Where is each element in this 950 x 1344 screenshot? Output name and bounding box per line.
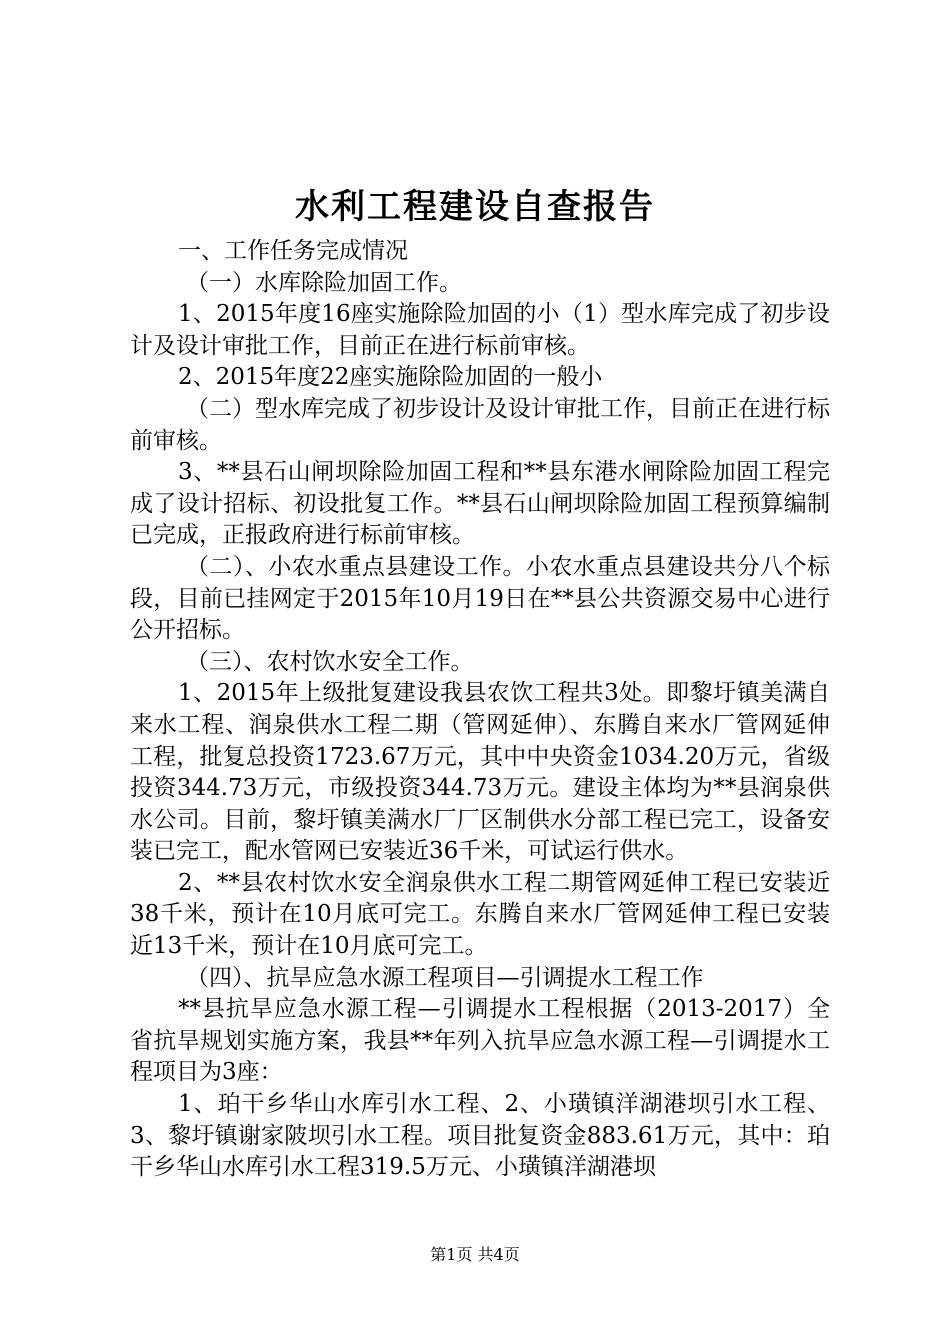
paragraph: 2、**县农村饮水安全润泉供水工程二期管网延伸工程已安装近38千米，预计在10月底可完工。东腾自来水厂管网延伸工程已安装近13千米，预计在10月底可完工。 <box>130 869 830 960</box>
paragraph: **县抗旱应急水源工程—引调提水工程根据（2013-2017）全省抗旱规划实施方案，我县**年列入抗旱应急水源工程—引调提水工程项目为3座： <box>130 996 830 1086</box>
subsection-heading: （四）、抗旱应急水源工程项目—引调提水工程工作 <box>186 964 704 991</box>
paragraph: 1、2015年度16座实施除险加固的小（1）型水库完成了初步设计及设计审批工作，目前正在进行标前审核。 <box>130 301 830 359</box>
paragraph: （二）型水库完成了初步设计及设计审批工作，目前正在进行标前审核。 <box>130 395 830 454</box>
subsection-heading: （三）、农村饮水安全工作。 <box>186 648 474 675</box>
subsection-heading: （二）、小农水重点县建设工作。小农水重点县建设共分八个标段，目前已挂网定于2015年10月19日在**县公共资源交易中心进行公开招标。 <box>130 553 830 644</box>
page-footer: 第1页 共4页 <box>430 1245 520 1264</box>
paragraph: 2、2015年度22座实施除险加固的一般小 <box>178 364 603 391</box>
paragraph: 1、2015年上级批复建设我县农饮工程共3处。即黎圩镇美满自来水工程、润泉供水工程二期（管网延伸）、东腾自来水厂管网延伸工程，批复总投资1723.67万元，其中中央资金1034.20万元，省级投资344.73万元，市级投资344.73万元。建设主体均为**县润泉供水公司。目前，黎圩镇美满水厂厂区制供水分部工程已完工，设备安装已完工，配水管网已安装近36千米，可试运行供水。 <box>130 680 830 865</box>
document-title: 水利工程建设自查报告 <box>295 187 655 227</box>
paragraph: 1、珀干乡华山水库引水工程、2、小璜镇洋湖港坝引水工程、3、黎圩镇谢家陂坝引水工程。项目批复资金883.61万元，其中：珀干乡华山水库引水工程319.5万元、小璜镇洋湖港坝 <box>130 1091 830 1181</box>
paragraph: 3、**县石山闸坝除险加固工程和**县东港水闸除险加固工程完成了设计招标、初设批复工作。**县石山闸坝除险加固工程预算编制已完成，正报政府进行标前审核。 <box>130 459 830 549</box>
subsection-heading: （一）水库除险加固工作。 <box>186 269 462 296</box>
section-heading-1: 一、工作任务完成情况 <box>178 238 408 264</box>
document-body <box>130 236 830 1184</box>
